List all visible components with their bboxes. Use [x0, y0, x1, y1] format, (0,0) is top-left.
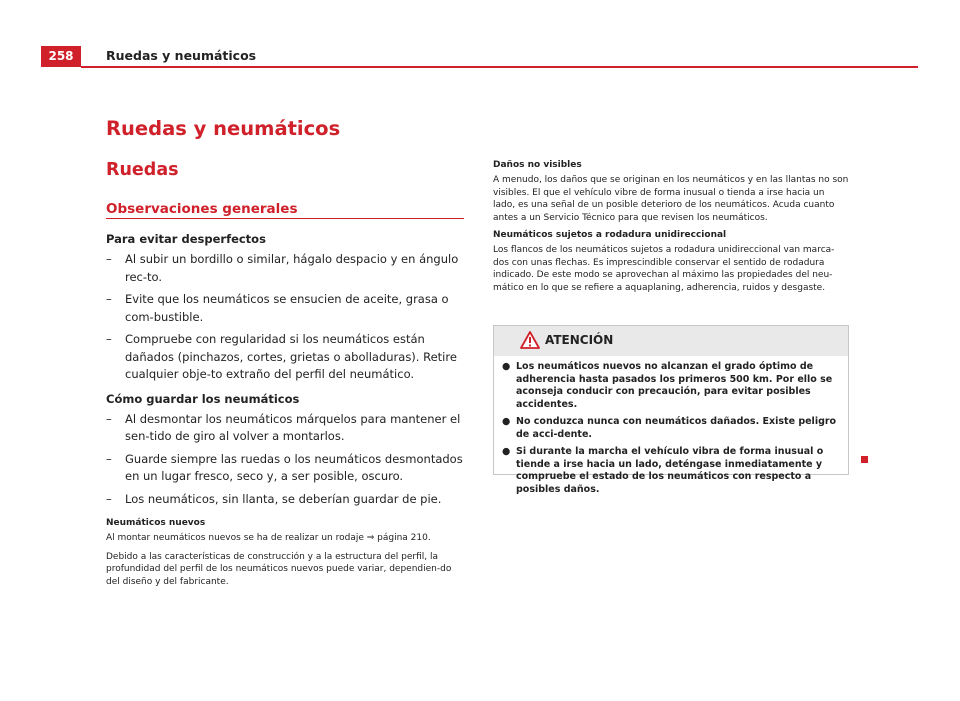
warning-body: [494, 356, 848, 496]
subheading-storage: Cómo guardar los neumáticos: [106, 391, 300, 406]
section-title: Ruedas: [106, 160, 179, 180]
chapter-title: Ruedas y neumáticos: [106, 117, 341, 140]
subheading-directional-tyres: Neumáticos sujetos a rodadura unidireccional: [493, 230, 727, 240]
paragraph-running-in: Al montar neumáticos nuevos se ha de realizar un rodaje ⇒ página 210.: [106, 533, 431, 543]
paragraph-hidden-damage: A menudo, los daños que se originan en los neumáticos y en las llantas no son visibles. El que el vehículo vibre de forma inusual o tienda a irse hacia un lado, es una señal de un posible deterioro de los neumáticos. Acuda cuanto antes a un Servicio Técnico para que revisen los neumáticos.: [493, 175, 849, 223]
list-item: – Evite que los neumáticos se ensucien de aceite, grasa o com-bustible.: [106, 292, 449, 324]
subsection-rule: [106, 218, 464, 219]
warning-triangle-icon: [520, 331, 540, 353]
bullet-marker: ●: [502, 446, 511, 457]
warning-item: ● Si durante la marcha el vehículo vibra de forma inusual o tiende a irse hacia un lado, deténgase inmediatamente y compruebe el estado de los neumáticos con respecto a posibles daños.: [502, 446, 824, 495]
dash-marker: –: [106, 491, 112, 506]
page-number: 258: [41, 46, 81, 67]
subheading-new-tyres: Neumáticos nuevos: [106, 518, 206, 528]
subsection-title: Observaciones generales: [106, 201, 298, 217]
dash-marker: –: [106, 332, 112, 346]
dash-marker: –: [106, 292, 112, 306]
end-of-section-marker: [861, 456, 868, 463]
dash-marker: –: [106, 411, 112, 426]
list-item: – Compruebe con regularidad si los neumáticos están dañados (pinchazos, cortes, grietas o abolladuras). Retire cualquier obje-to extraño del perfil del neumático.: [106, 332, 457, 381]
left-column: [106, 232, 464, 594]
warning-header: [494, 326, 848, 356]
subheading-avoid-damage: Para evitar desperfectos: [106, 232, 266, 246]
running-header-title: Ruedas y neumáticos: [106, 48, 257, 63]
list-item: – Al subir un bordillo o similar, hágalo despacio y en ángulo rec-to.: [106, 252, 459, 284]
list-item: – Al desmontar los neumáticos márquelos para mantener el sen-tido de giro al volver a montarlos.: [106, 411, 461, 443]
list-item: – Guarde siempre las ruedas o los neumáticos desmontados en un lugar fresco, seco y, a ser posible, oscuro.: [106, 451, 463, 483]
warning-box: [493, 325, 849, 495]
bullet-marker: ●: [502, 361, 511, 372]
list-item: – Los neumáticos, sin llanta, se deberían guardar de pie.: [106, 491, 464, 509]
header-rule: [81, 66, 918, 68]
subheading-hidden-damage: Daños no visibles: [493, 160, 582, 170]
warning-title: ATENCIÓN: [545, 333, 614, 347]
bullet-marker: ●: [502, 416, 511, 427]
paragraph-tread-depth: Debido a las características de construcción y a la estructura del perfil, la profundidad del perfil de los neumáticos nuevos puede variar, dependien-do del diseño y del fabricante.: [106, 551, 452, 587]
dash-marker: –: [106, 252, 112, 266]
warning-item: ● Los neumáticos nuevos no alcanzan el grado óptimo de adherencia hasta pasados los primeros 500 km. Por ello se aconseja conducir con precaución, para evitar posibles accidentes.: [502, 361, 833, 410]
paragraph-directional-tyres: Los flancos de los neumáticos sujetos a rodadura unidireccional van marca-dos con unas flechas. Es imprescindible conservar el sentido de rodadura indicado. De este modo se aprovechan al máximo las propiedades del neu-mático en lo que se refiere a aquaplaning, adherencia, ruidos y desgaste.: [493, 245, 835, 293]
warning-item: ● No conduzca nunca con neumáticos dañados. Existe peligro de acci-dente.: [502, 416, 837, 440]
dash-marker: –: [106, 451, 112, 466]
right-column: [493, 160, 849, 300]
